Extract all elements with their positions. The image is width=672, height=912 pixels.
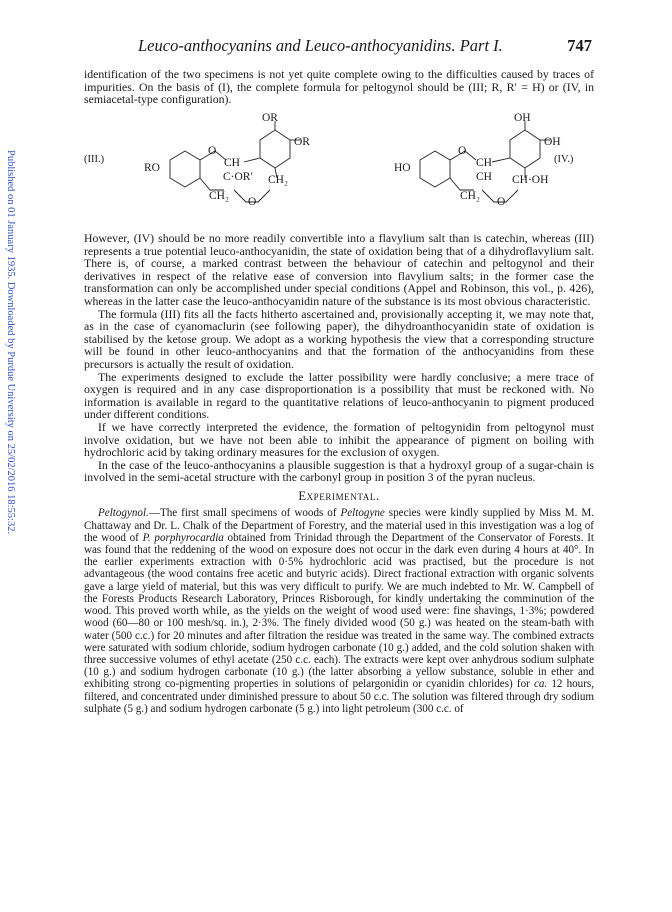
iii-ch2-right: CH₂ [268,174,288,186]
running-title: Leuco-anthocyanins and Leuco-anthocyanidins. Part I. [138,36,503,55]
download-notice-text: Published on 01 January 1935. Downloaded by Purdue University on 25/02/2016 18:55:32. [5,150,16,535]
iv-ring-oxygen: O [458,145,467,157]
structural-formulae [84,112,594,226]
iv-ch-mid: CH [476,171,492,183]
intro-paragraph: identification of the two specimens is not yet quite complete owing to the difficulties caused by traces of impurities. On the basis of (I), the complete formula for peltogynol should be (III; R, R′ = H) or (IV, in semiacetal-type configuration). [84,67,594,107]
iv-ring-b [510,130,540,168]
iii-pyran-bottom [200,178,224,190]
experimental-heading: Experimental. [298,488,380,503]
iii-ring-a [170,151,200,187]
iii-ring-b [260,130,290,168]
page-number: 747 [567,36,592,55]
iv-ch2-bottom: CH₂ [460,190,480,202]
iv-ch-top: CH [476,157,492,169]
iii-bridge-oxygen: O [248,196,257,208]
iii-ro: RO [144,162,160,174]
iii-ch: CH [224,157,240,169]
discussion-paragraph-5: In the case of the leuco-anthocyanins a plausible suggestion is that a hydroxyl group of a sugar-chain is involved in the semi-acetal structure with the carbonyl group in position 3 of the pyran nucleus. [84,457,594,485]
iv-ring-a [420,151,450,187]
page-header [84,36,592,58]
iv-bridge-oxygen: O [497,196,506,208]
formula-label-iii: (III.) [84,154,105,165]
circa-abbrev: ca. [533,678,548,691]
exp-text-c: obtained from Trinidad through the Department of the Conservator of Forests. It was found that the reddening of the wood on exposure does not occur in the dark even during 4 hours at 40°. In the earlier experiments extraction with 0·5% hydrochloric acid was practised, but the procedure is not advantageous (the wood contains free acetic and butyric acids). Direct fractional extraction with organic solvents gave a large yield of material, but this was very difficult to purify. We are much indebted to Mr. W. Campbell of the Forests Products Research Laboratory, Princes Risborough, for kindly undertaking the comminution of the wood. This proved worth while, as the yields on the weight of wood used were: fine shavings, 1·3%; powdered wood (60—80 or 100 mesh/sq. in.), 2·3%. The finely divided wood (50 g.) was heated on the steam-bath with water (500 c.c.) for 20 minutes and after filtration the residue was treated in the same way. The combined extracts were saturated with sodium chloride, sodium hydrogen carbonate (10 g.) added, and the cold solution shaken with three successive volumes of ethyl acetate (250 c.c. each). The extracts were kept over anhydrous sodium sulphate (10 g.) and sodium hydrogen carbonate (10 g.) (the latter absorbing a yellow substance, soluble in ether and exhibiting strong co-pigmenting properties in solutions of pelargonidin or cyanidin chlorides) for [84,531,594,691]
iv-pyran-bottom [450,178,474,190]
iv-oh-top: OH [514,112,531,124]
exp-text-a: —The first small specimens of woods of [148,507,341,520]
iii-ch2-bottom: CH₂ [209,190,229,202]
iv-choh: CH·OH [512,174,549,186]
iv-ho: HO [394,162,411,174]
formula-drawing [84,116,594,226]
genus-name: Peltogyne [340,507,385,520]
iii-cor: C·OR′ [223,171,253,183]
species-name: P. porphyrocardia [142,531,224,544]
iii-or-right: OR [294,136,310,148]
exp-text-b: species were kindly supplied by Miss M. M. Chattaway and Dr. L. Chalk of the Department of Forestry, and the material used in this investigation was a log of the wood of [84,507,595,544]
discussion-paragraph-3: The experiments designed to exclude the latter possibility were hardly conclusive; a mere trace of oxygen is required and in any case disproportionation is a possibility that must be reckoned with. No information is available in regard to the quantitative relations of leuco-anthocyanin to pigment produced under different conditions. [84,369,594,422]
discussion-paragraph-1: However, (IV) should be no more readily convertible into a flavylium salt than is catechin, whereas (III) represents a true potential leuco-anthocyanidin, the state of oxidation being that of a dihydroflavylium salt. There is, of course, a marked contrast between the behaviour of catechin and peltogynol and their derivatives in respect of the relative ease of conversion into flavylium salts; in the former case the transformation can only be accomplished under special conditions (Appel and Robinson, this vol., p. 426), whereas in the latter case the leuco-anthocyanidin nature of the substance is its most obvious characteristic. [84,231,594,308]
discussion-paragraph-2: The formula (III) fits all the facts hitherto ascertained and, provisionally accepting it, we may note that, as in the case of cyanomaclurin (see following paper), the dihydroanthocyanidin state of oxidation is stabilised by the ketose group. We adopt as a working hypothesis the view that a corresponding structure will be found in other leuco-anthocyanins and that the formation of the anthocyanidins from these precursors is actually the result of oxidation. [84,306,594,371]
iii-ring-oxygen: O [208,145,217,157]
peltogynol-lead: Peltogynol. [98,507,149,520]
exp-text-d: 12 hours, filtered, and concentrated under diminished pressure to about 50 c.c. The solution was filtered through dry sodium sulphate (5 g.) and sodium hydrogen carbonate (5 g.) into light petroleum (300 c.c. of [84,678,594,715]
discussion-block [84,232,594,715]
download-notice-sidebar [2,150,16,570]
discussion-paragraph-4: If we have correctly interpreted the evidence, the formation of peltogynidin from peltogynol must involve oxidation, but we have not been able to inhibit the appearance of pigment on boiling with hydrochloric acid by taking ordinary measures for the exclusion of oxygen. [84,419,594,460]
iv-oh-right: OH [544,136,561,148]
iii-or-top: OR [262,112,278,124]
formula-label-iv: (IV.) [554,154,574,165]
experimental-paragraph [84,507,594,714]
intro-block [84,68,594,106]
